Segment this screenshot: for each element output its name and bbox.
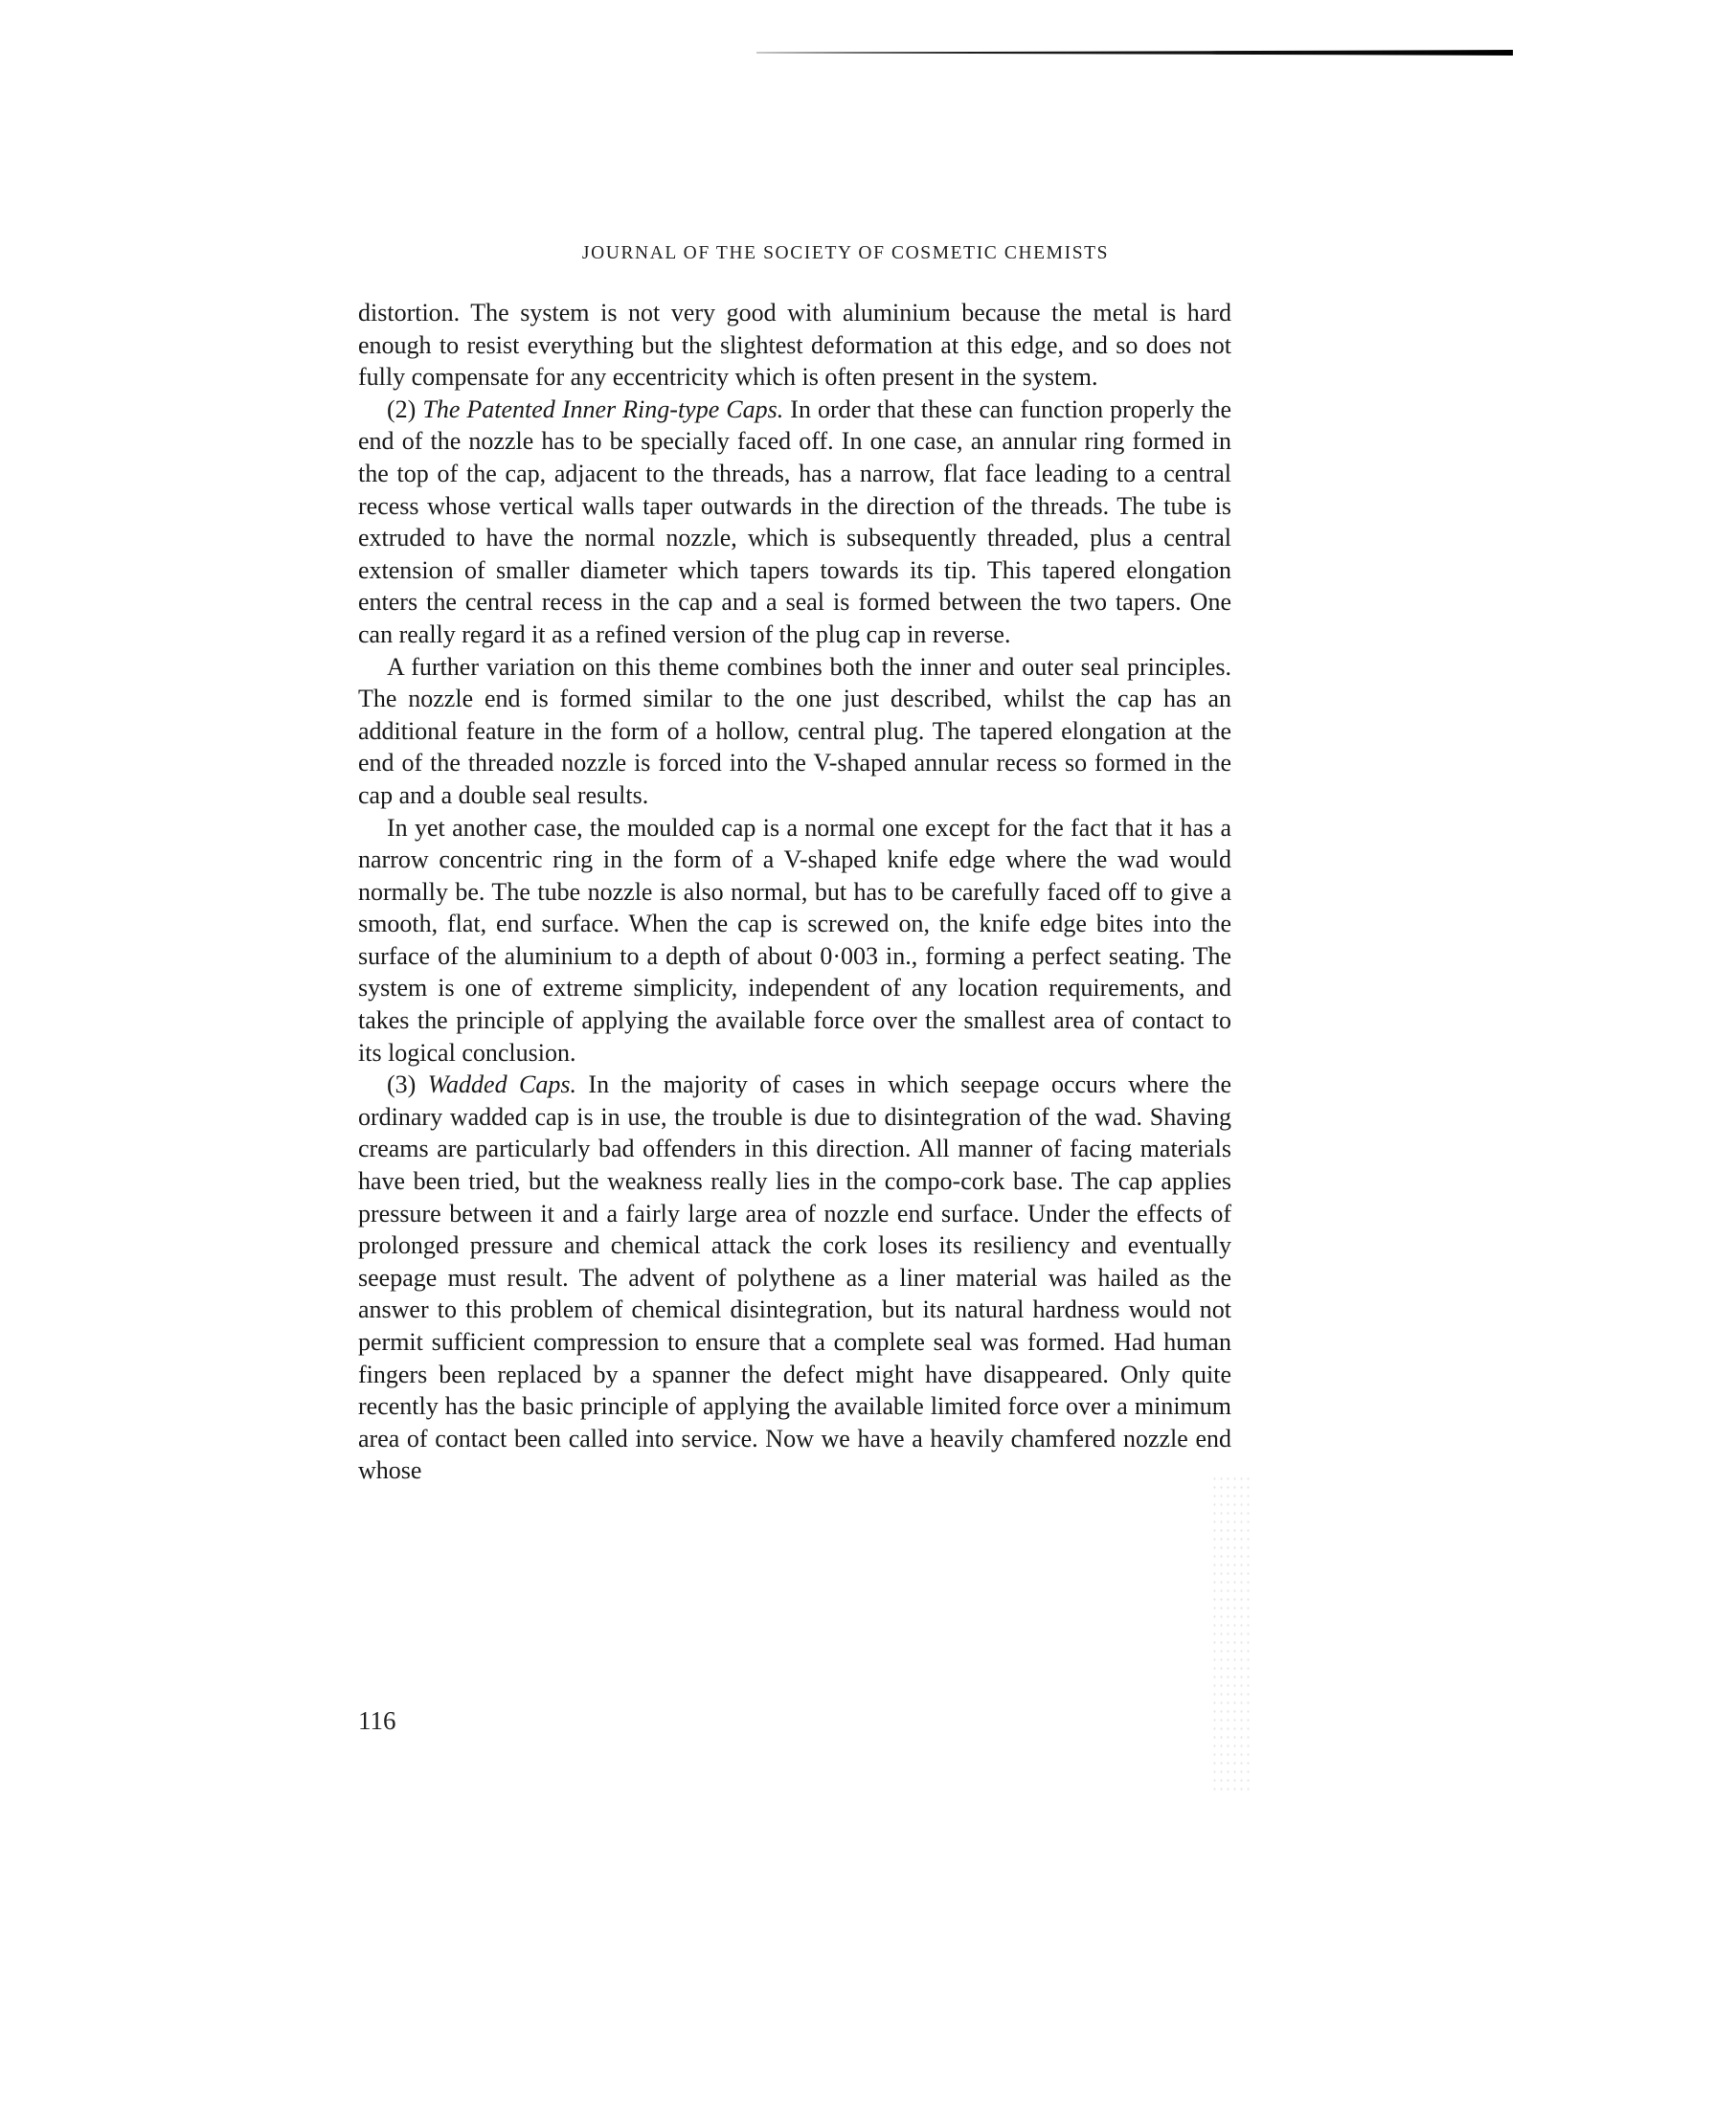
- paragraph-1: [358, 297, 1231, 394]
- paragraph-text: In yet another case, the moulded cap is a normal one except for the fact that it has a narrow concentric ring in the form of a V-shaped knife edge where the wad would normally be. The tube nozzle is also normal, but has to be carefully faced off to give a smooth, flat, end surface. When the cap is screwed on, the knife edge bites into the surface of the aluminium to a depth of about 0·003 in., forming a perfect seating. The system is one of extreme simplicity, independent of any location requirements, and takes the principle of applying the available force over the smallest area of contact to its logical conclusion.: [358, 813, 1231, 1067]
- page-number: 116: [358, 1706, 396, 1735]
- section-number: (2): [387, 394, 423, 423]
- paragraph-text: A further variation on this theme combines both the inner and outer seal principles. The nozzle end is formed similar to the one just described, whilst the cap has an additional feature in the form of a hollow, central plug. The tapered elongation at the end of the threaded nozzle is forced into the V-shaped annular recess so formed in the cap and a double seal results.: [358, 652, 1231, 809]
- paragraph-text: distortion. The system is not very good with aluminium because the metal is hard enough to resist everything but the slightest deformation at this edge, and so does not fully compensate for any eccentricity which is often present in the system.: [358, 299, 1231, 392]
- paragraph-text: In order that these can function properly the end of the nozzle has to be specially faced off. In one case, an annular ring formed in the top of the cap, adjacent to the threads, has a narrow, flat face leading to a central recess whose vertical walls taper outwards in the direction of the threads. The tube is extruded to have the normal nozzle, which is subsequently threaded, plus a central extension of smaller diameter which tapers towards its tip. This tapered elongation enters the central recess in the cap and a seal is formed between the two tapers. One can really regard it as a refined version of the plug cap in reverse.: [358, 394, 1231, 648]
- paragraph-2: [358, 394, 1231, 651]
- section-number: (3): [387, 1070, 428, 1099]
- paragraph-3: [358, 651, 1231, 812]
- scan-speckle: [1211, 1475, 1250, 1790]
- top-rule: [756, 50, 1513, 56]
- paragraph-text: In the majority of cases in which seepage occurs where the ordinary wadded cap is in use, the trouble is due to disintegration of the wad. Shaving creams are particularly bad offenders in this direction. All manner of facing materials have been tried, but the weakness really lies in the compo-cork base. The cap applies pressure between it and a fairly large area of nozzle end surface. Under the effects of prolonged pressure and chemical attack the cork loses its resiliency and eventually seepage must result. The advent of polythene as a liner material was hailed as the answer to this problem of chemical disintegration, but its natural hardness would not permit sufficient compression to ensure that a complete seal was formed. Had human fingers been replaced by a spanner the defect might have disappeared. Only quite recently has the basic principle of applying the available limited force over a minimum area of contact been called into service. Now we have a heavily chamfered nozzle end whose: [358, 1070, 1231, 1485]
- paragraph-4: [358, 812, 1231, 1070]
- section-heading: The Patented Inner Ring-type Caps.: [422, 394, 784, 423]
- paragraph-5: [358, 1069, 1231, 1487]
- body-text: [358, 297, 1231, 1487]
- section-heading: Wadded Caps.: [427, 1070, 576, 1099]
- running-head: JOURNAL OF THE SOCIETY OF COSMETIC CHEMISTS: [581, 243, 1110, 263]
